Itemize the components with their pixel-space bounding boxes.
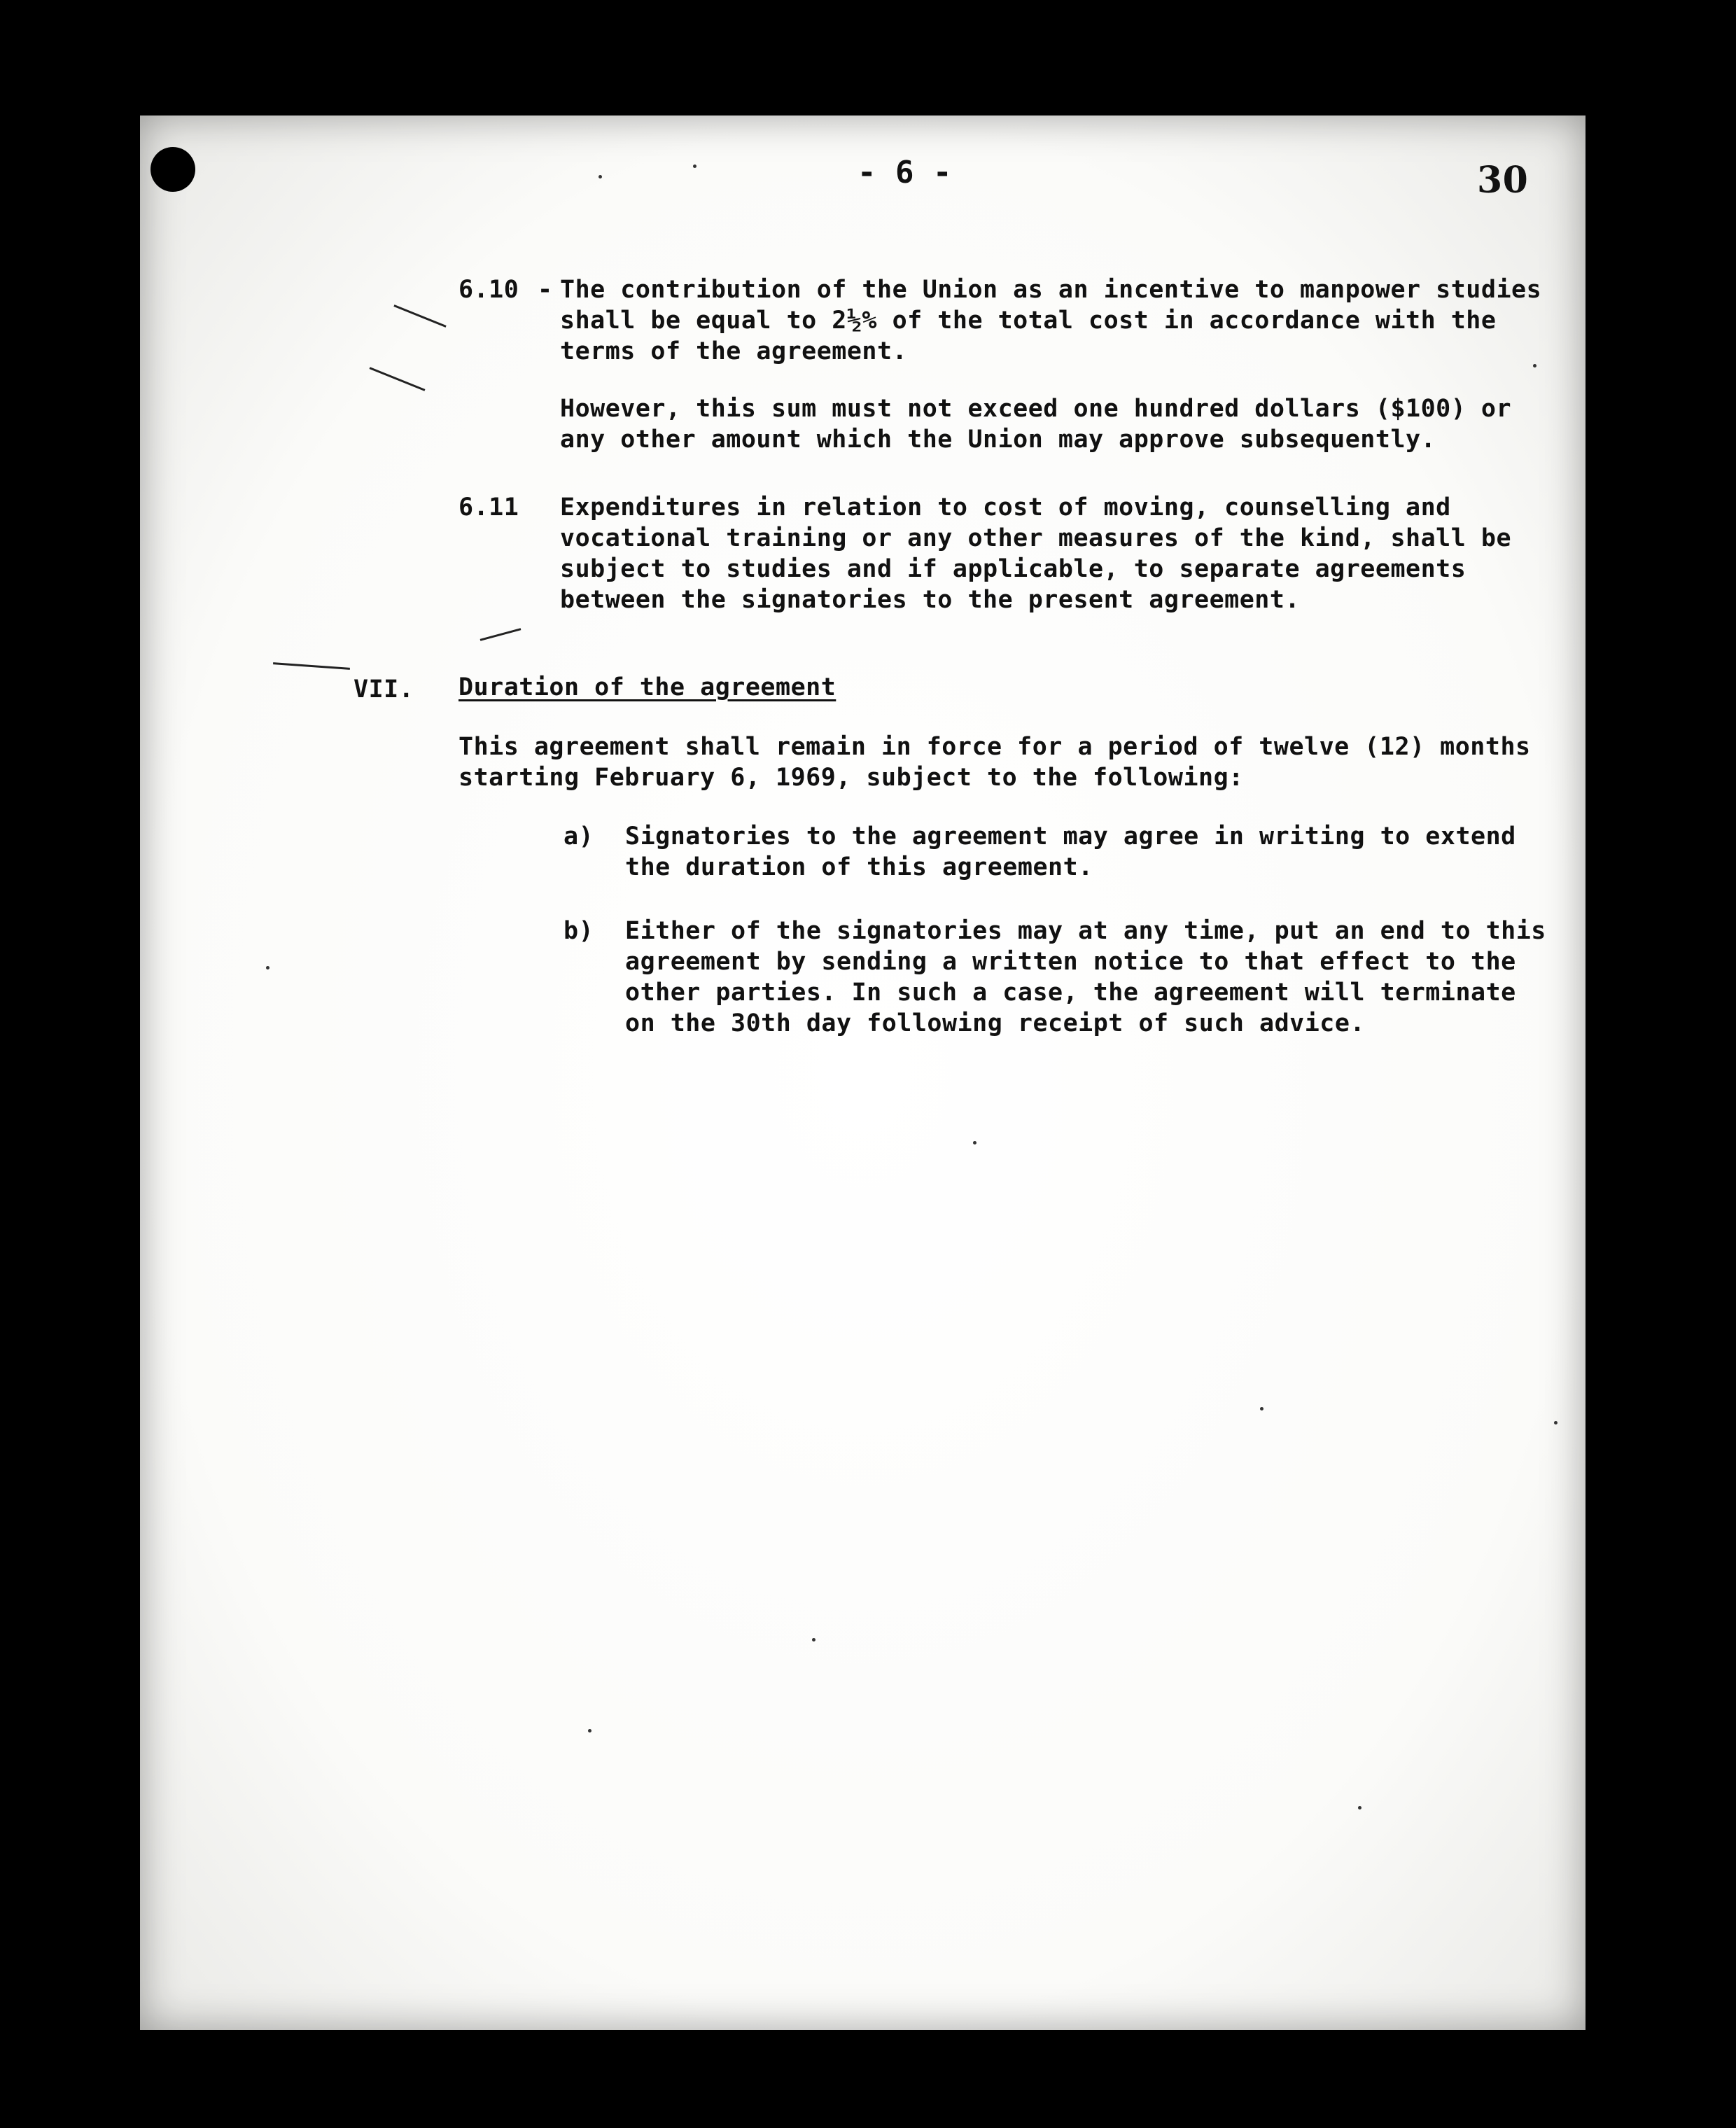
section-number-6-10: 6.10 [458, 276, 519, 304]
section-6-10-paragraph-1: The contribution of the Union as an incentive to manpower studies shall be equal to 2½% of the total cost in accordance with the terms of the agreement. [560, 276, 1542, 365]
list-item-marker-b: b) [564, 917, 594, 945]
archive-page-number: 30 [1477, 159, 1529, 202]
speck [973, 1141, 976, 1144]
section-6-10-paragraph-2: However, this sum must not exceed one hundred dollars ($100) or any other amount which the Union may approve subsequently. [560, 395, 1512, 454]
section-number-6-11: 6.11 [458, 493, 519, 522]
speck [598, 175, 602, 178]
speck [1260, 1407, 1264, 1410]
speck [1554, 1421, 1558, 1424]
section-number-vii: VII. [354, 676, 414, 704]
page-label: - 6 - [858, 155, 952, 190]
section-vii-heading: Duration of the agreement [458, 673, 836, 701]
list-item-marker-a: a) [564, 822, 594, 850]
speck [693, 164, 696, 168]
speck [812, 1638, 816, 1642]
list-item-b-text: Either of the signatories may at any time, put an end to this agreement by sending a written notice to that effect to the other parties. In such a case, the agreement will terminate on the 30th day following receipt of such advice. [625, 917, 1546, 1037]
section-6-11-paragraph: Expenditures in relation to cost of moving, counselling and vocational training or any other measures of the kind, shall be subject to studies and if applicable, to separate agreements between the signatories to the present agreement. [560, 493, 1512, 614]
punch-hole [150, 147, 195, 192]
section-vii-intro: This agreement shall remain in force for a period of twelve (12) months starting February 6, 1969, subject to the following: [458, 733, 1531, 792]
speck [266, 966, 270, 969]
speck [1358, 1806, 1362, 1809]
list-item-a-text: Signatories to the agreement may agree in writing to extend the duration of this agreement. [625, 822, 1516, 881]
section-dash: - [538, 276, 553, 304]
speck [588, 1729, 592, 1732]
